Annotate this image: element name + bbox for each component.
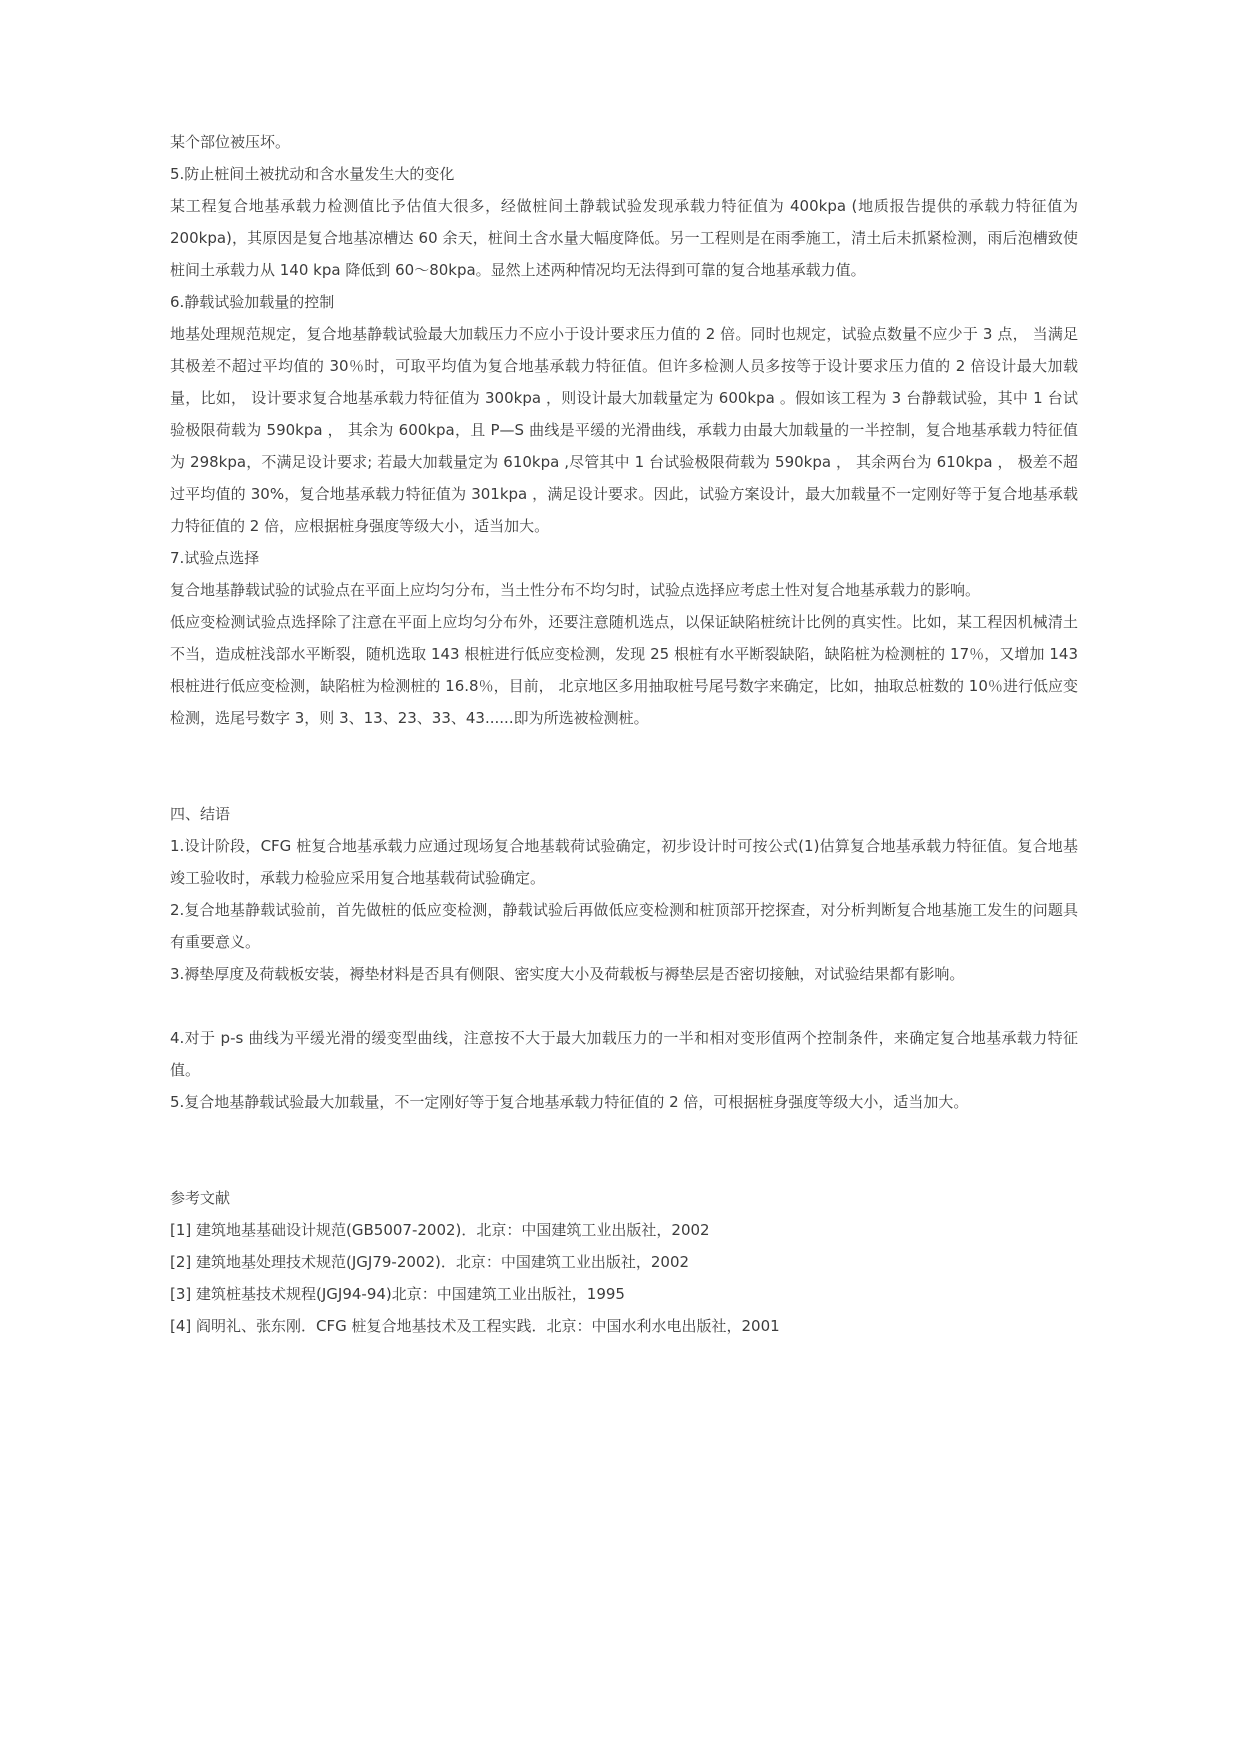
paragraph: 复合地基静载试验的试验点在平面上应均匀分布，当土性分布不均匀时，试验点选择应考虑土性对复合地基承载力的影响。 <box>170 581 981 599</box>
paragraph: [1] 建筑地基基础设计规范(GB5007-2002)．北京：中国建筑工业出版社，2002 <box>170 1221 710 1239</box>
paragraph: 低应变检测试验点选择除了注意在平面上应均匀分布外，还要注意随机选点，以保证缺陷桩统计比例的真实性。比如，某工程因机械清土不当，造成桩浅部水平断裂，随机选取 143 根桩进行低应变检测，发现 25 根桩有水平断裂缺陷，缺陷桩为检测桩的 17％，又增加 143 根桩进行低应变检测，缺陷桩为检测桩的 16.8％，目前， 北京地区多用抽取桩号尾号数字来确定，比如，抽取总桩数的 10％进行低应变检测，选尾号数字 3，则 3、13、23、33、43......即为所选被检测桩。 <box>170 613 1078 727</box>
paragraph: [3] 建筑桩基技术规程(JGJ94-94)北京：中国建筑工业出版社，1995 <box>170 1285 625 1303</box>
paragraph: 四、结语 <box>170 805 231 823</box>
document-text-block <box>170 126 1078 1342</box>
paragraph: 参考文献 <box>170 1189 231 1207</box>
paragraph: 4.对于 p-s 曲线为平缓光滑的缓变型曲线，注意按不大于最大加载压力的一半和相对变形值两个控制条件，来确定复合地基承载力特征值。 <box>170 1029 1078 1079</box>
paragraph: 7.试验点选择 <box>170 549 260 567</box>
paragraph: 1.设计阶段，CFG 桩复合地基承载力应通过现场复合地基载荷试验确定，初步设计时可按公式(1)估算复合地基承载力特征值。复合地基竣工验收时，承载力检验应采用复合地基载荷试验确定。 <box>170 837 1078 887</box>
paragraph: 3.褥垫厚度及荷载板安装，褥垫材料是否具有侧限、密实度大小及荷载板与褥垫层是否密切接触，对试验结果都有影响。 <box>170 965 965 983</box>
paragraph: 某个部位被压坏。 <box>170 133 291 151</box>
paragraph: 某工程复合地基承载力检测值比予估值大很多，经做桩间土静载试验发现承载力特征值为 400kpa (地质报告提供的承载力特征值为 200kpa)，其原因是复合地基凉槽达 60 余天，桩间土含水量大幅度降低。另一工程则是在雨季施工，清土后未抓紧检测，雨后泡槽致使桩间土承载力从 140 kpa 降低到 60～80kpa。显然上述两种情况均无法得到可靠的复合地基承载力值。 <box>170 197 1078 279</box>
paragraph: 5.防止桩间土被扰动和含水量发生大的变化 <box>170 165 455 183</box>
paragraph: [4] 阎明礼、张东刚．CFG 桩复合地基技术及工程实践．北京：中国水利水电出版社，2001 <box>170 1317 780 1335</box>
paragraph: 6.静载试验加载量的控制 <box>170 293 335 311</box>
paragraph: 5.复合地基静载试验最大加载量，不一定刚好等于复合地基承载力特征值的 2 倍，可根据桩身强度等级大小，适当加大。 <box>170 1093 969 1111</box>
paragraph: [2] 建筑地基处理技术规范(JGJ79-2002)．北京：中国建筑工业出版社，2002 <box>170 1253 690 1271</box>
paragraph: 地基处理规范规定，复合地基静载试验最大加载压力不应小于设计要求压力值的 2 倍。同时也规定，试验点数量不应少于 3 点， 当满足其极差不超过平均值的 30％时，可取平均值为复合地基承载力特征值。但许多检测人员多按等于设计要求压力值的 2 倍设计最大加载量，比如， 设计要求复合地基承载力特征值为 300kpa ，则设计最大加载量定为 600kpa 。假如该工程为 3 台静载试验，其中 1 台试验极限荷载为 590kpa ， 其余为 600kpa，且 P—S 曲线是平缓的光滑曲线，承载力由最大加载量的一半控制，复合地基承载力特征值为 298kpa，不满足设计要求; 若最大加载量定为 610kpa ,尽管其中 1 台试验极限荷载为 590kpa ， 其余两台为 610kpa ， 极差不超过平均值的 30%，复合地基承载力特征值为 301kpa ，满足设计要求。因此，试验方案设计，最大加载量不一定刚好等于复合地基承载力特征值的 2 倍，应根据桩身强度等级大小，适当加大。 <box>170 325 1078 535</box>
paragraph: 2.复合地基静载试验前，首先做桩的低应变检测，静载试验后再做低应变检测和桩顶部开挖探查，对分析判断复合地基施工发生的问题具有重要意义。 <box>170 901 1078 951</box>
